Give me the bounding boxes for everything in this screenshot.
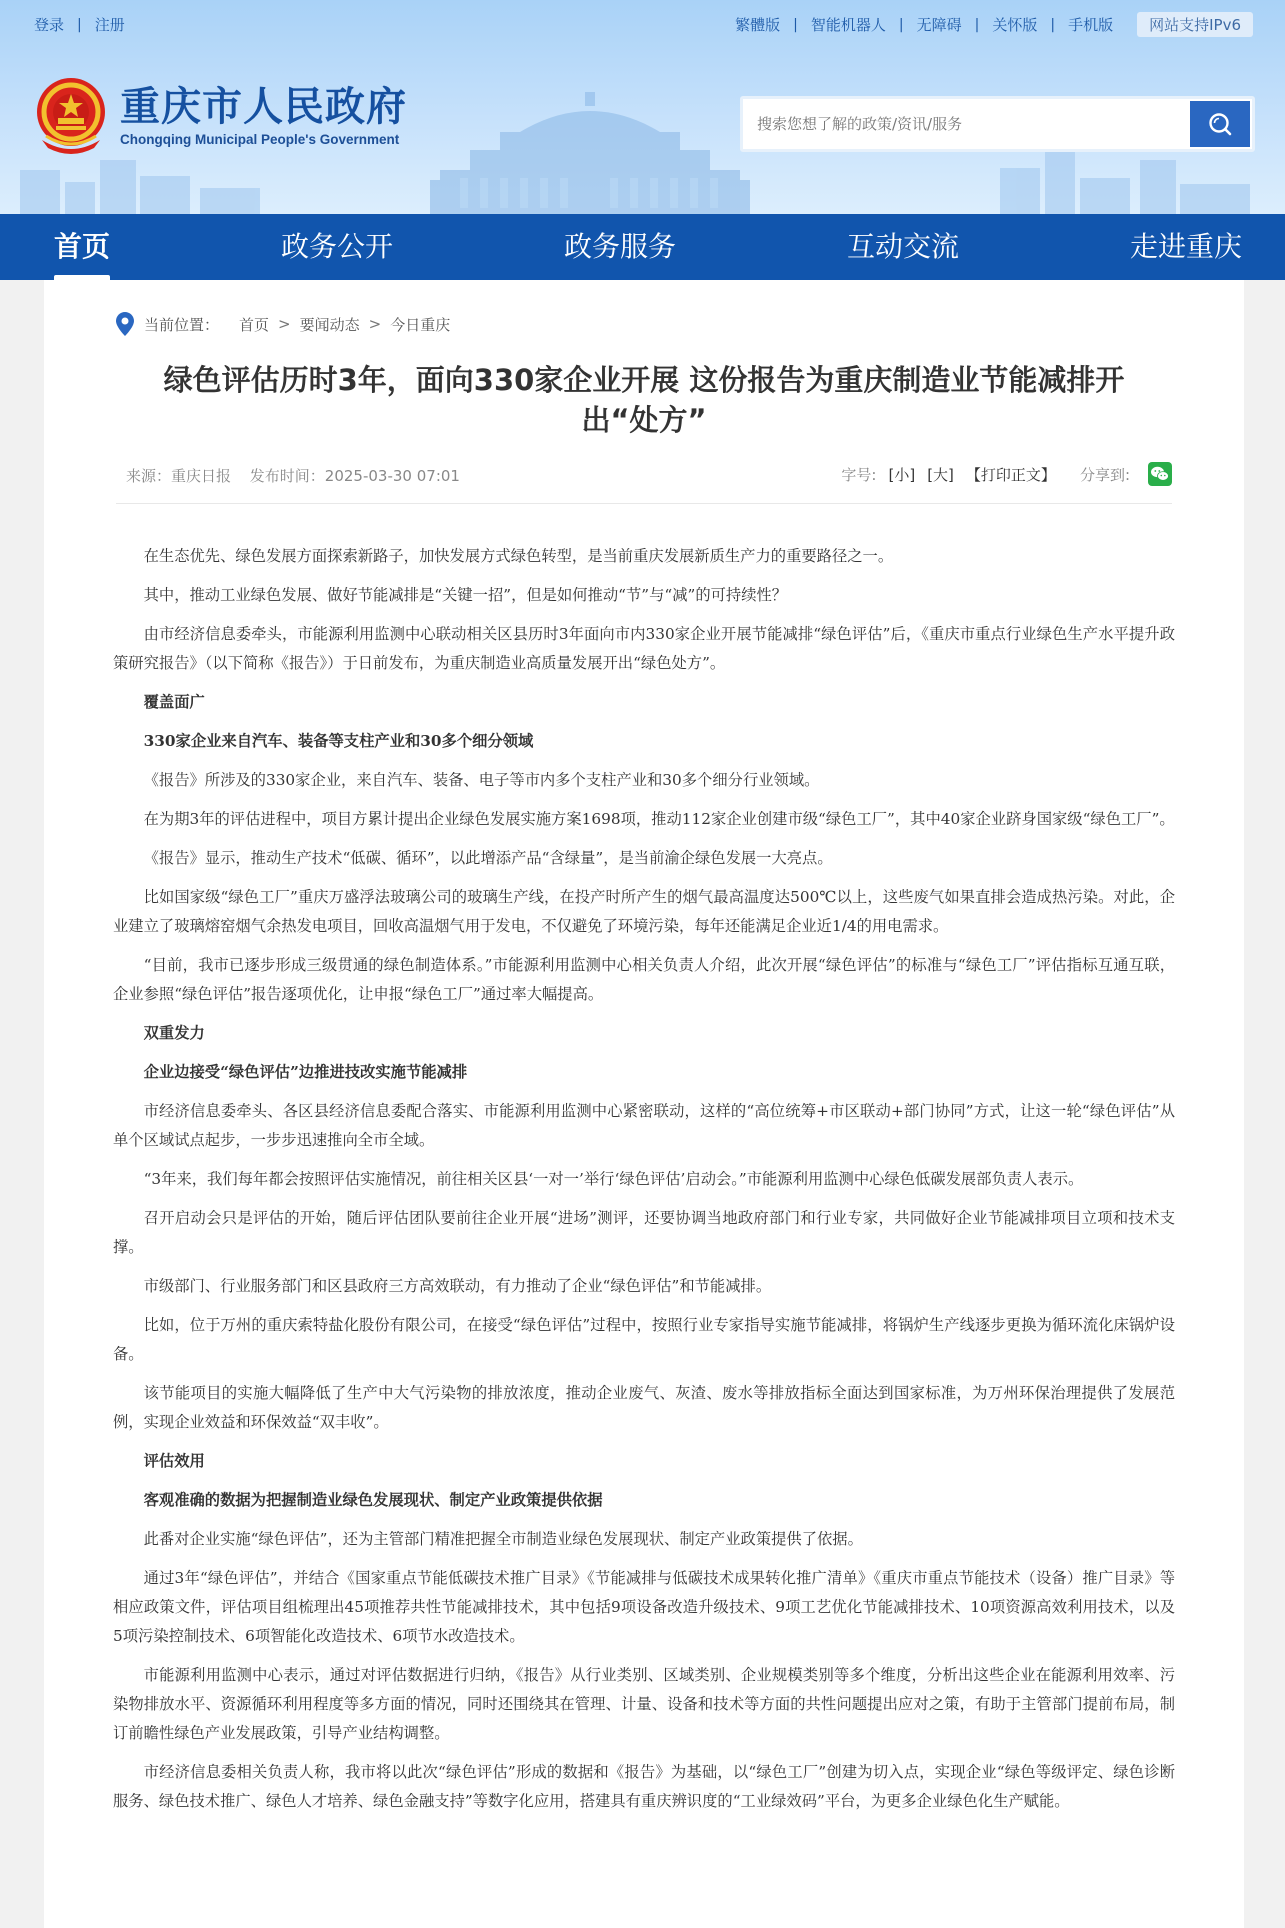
site-name-english: Chongqing Municipal People's Government bbox=[120, 131, 400, 147]
mobile-version-link[interactable]: 手机版 bbox=[1068, 16, 1114, 34]
nav-government-services-label: 政务服务 bbox=[564, 230, 677, 263]
breadcrumb bbox=[116, 312, 450, 336]
article-source: 来源：重庆日报 bbox=[126, 467, 232, 485]
article-paragraph: 《报告》显示，推动生产技术“低碳、循环”，以此增添产品“含绿量”，是当前渝企绿色发展一大亮点。 bbox=[143, 849, 833, 867]
site-version-links bbox=[735, 12, 1253, 37]
article-body bbox=[113, 542, 1175, 1826]
main-navigation bbox=[0, 214, 1285, 280]
font-small-button[interactable]: [小] bbox=[888, 465, 916, 484]
article-publish-time: 发布时间：2025-03-30 07:01 bbox=[249, 467, 460, 485]
breadcrumb-home[interactable]: 首页 bbox=[239, 315, 270, 334]
site-header bbox=[0, 0, 1285, 214]
site-name-chinese: 重庆市人民政府 bbox=[120, 83, 407, 130]
separator: | bbox=[974, 16, 980, 33]
account-links bbox=[34, 14, 125, 35]
smart-robot-link[interactable]: 智能机器人 bbox=[810, 16, 886, 34]
meta-divider bbox=[116, 503, 1172, 504]
article-title: 绿色评估历时3年，面向330家企业开展 这份报告为重庆制造业节能减排开出“处方” bbox=[163, 363, 1125, 437]
nav-about-chongqing[interactable] bbox=[1130, 214, 1242, 280]
breadcrumb-separator: > bbox=[278, 315, 291, 333]
article-subheading: 覆盖面广 bbox=[143, 693, 205, 711]
accessibility-link[interactable]: 无障碍 bbox=[916, 16, 962, 34]
article-meta bbox=[116, 462, 1172, 484]
separator: | bbox=[793, 16, 798, 33]
article-paragraph: 《报告》所涉及的330家企业，来自汽车、装备、电子等市内多个支柱产业和30多个细分行业领域。 bbox=[143, 771, 820, 789]
article-paragraph: 在为期3年的评估进程中，项目方累计提出企业绿色发展实施方案1698项，推动112家企业创建市级“绿色工厂”，其中40家企业跻身国家级“绿色工厂”。 bbox=[143, 810, 1175, 828]
article-paragraph: 通过3年“绿色评估”，并结合《国家重点节能低碳技术推广目录》《节能减排与低碳技术成果转化推广清单》《重庆市重点节能技术（设备）推广目录》等相应政策文件，评估项目组梳理出45项推荐共性节能减排技术，其中包括9项设备改造升级技术、9项工艺优化节能减排技术、10项资源高效利用技术，以及5项污染控制技术、6项智能化改造技术、6项节水改造技术。 bbox=[113, 1569, 1175, 1645]
breadcrumb-label: 当前位置： bbox=[144, 315, 220, 334]
article-paragraph: 市能源利用监测中心表示，通过对评估数据进行归纳，《报告》从行业类别、区域类别、企业规模类别等多个维度，分析出这些企业在能源利用效率、污染物排放水平、资源循环利用程度等多方面的情况，同时还围绕其在管理、计量、设备和技术等方面的共性问题提出应对之策，有助于主管部门提前布局，制订前瞻性绿色产业发展政策，引导产业结构调整。 bbox=[113, 1666, 1175, 1742]
register-link[interactable]: 注册 bbox=[94, 16, 125, 34]
article-subheading: 评估效用 bbox=[143, 1452, 205, 1470]
breadcrumb-separator: > bbox=[368, 315, 382, 333]
traditional-chinese-link[interactable]: 繁體版 bbox=[735, 16, 781, 34]
separator: | bbox=[1050, 16, 1056, 33]
article-subheading: 企业边接受“绿色评估”边推进技改实施节能减排 bbox=[143, 1063, 468, 1081]
wechat-share-icon[interactable] bbox=[1148, 462, 1172, 486]
breadcrumb-news[interactable]: 要闻动态 bbox=[299, 315, 360, 334]
nav-government-services[interactable] bbox=[564, 214, 676, 280]
article-paragraph: “目前，我市已逐步形成三级贯通的绿色制造体系。”市能源利用监测中心相关负责人介绍，此次开展“绿色评估”的标准与“绿色工厂”评估指标互通互联，企业参照“绿色评估”报告逐项优化，让申报“绿色工厂”通过率大幅提高。 bbox=[113, 956, 1175, 1003]
breadcrumb-today-chongqing[interactable]: 今日重庆 bbox=[390, 315, 451, 334]
article-subheading: 客观准确的数据为把握制造业绿色发展现状、制定产业政策提供依据 bbox=[143, 1491, 603, 1509]
article-paragraph: 市经济信息委相关负责人称，我市将以此次“绿色评估”形成的数据和《报告》为基础，以“绿色工厂”创建为切入点，实现企业“绿色等级评定、绿色诊断服务、绿色技术推广、绿色人才培养、绿色金融支持”等数字化应用，搭建具有重庆辨识度的“工业绿效码”平台，为更多企业绿色化生产赋能。 bbox=[113, 1763, 1175, 1810]
article-paragraph: 比如，位于万州的重庆索特盐化股份有限公司，在接受“绿色评估”过程中，按照行业专家指导实施节能减排，将锅炉生产线逐步更换为循环流化床锅炉设备。 bbox=[113, 1316, 1175, 1363]
top-utility-bar bbox=[0, 0, 1285, 48]
search-icon bbox=[1207, 111, 1233, 137]
share-label: 分享到: bbox=[1079, 465, 1130, 484]
article-paragraph: 由市经济信息委牵头，市能源利用监测中心联动相关区县历时3年面向市内330家企业开展节能减排“绿色评估”后，《重庆市重点行业绿色生产水平提升政策研究报告》（以下简称《报告》）于日前发布，为重庆制造业高质量发展开出“绿色处方”。 bbox=[113, 625, 1175, 672]
search-box bbox=[740, 96, 1255, 152]
ipv6-badge: 网站支持IPv6 bbox=[1137, 12, 1253, 37]
nav-interaction-label: 互动交流 bbox=[847, 230, 960, 263]
article-paragraph: 市经济信息委牵头、各区县经济信息委配合落实、市能源利用监测中心紧密联动，这样的“高位统筹+市区联动+部门协同”方式，让这一轮“绿色评估”从单个区域试点起步，一步步迅速推向全市全域。 bbox=[113, 1102, 1175, 1149]
separator: | bbox=[77, 16, 82, 33]
article-container bbox=[44, 280, 1244, 1928]
article-paragraph: 比如国家级“绿色工厂”重庆万盛浮法玻璃公司的玻璃生产线，在投产时所产生的烟气最高温度达500℃以上，这些废气如果直排会造成热污染。对此，企业建立了玻璃熔窑烟气余热发电项目，回收高温烟气用于发电，不仅避免了环境污染，每年还能满足企业近1/4的用电需求。 bbox=[113, 888, 1175, 935]
nav-government-affairs[interactable] bbox=[281, 214, 393, 280]
nav-home-label: 首页 bbox=[54, 230, 111, 263]
article-paragraph: 此番对企业实施“绿色评估”，还为主管部门精准把握全市制造业绿色发展现状、制定产业政策提供了依据。 bbox=[143, 1530, 863, 1548]
nav-home[interactable] bbox=[54, 214, 110, 280]
nav-government-affairs-label: 政务公开 bbox=[281, 230, 394, 263]
login-link[interactable]: 登录 bbox=[34, 16, 65, 34]
search-input[interactable] bbox=[743, 102, 1190, 146]
article-paragraph: 召开启动会只是评估的开始，随后评估团队要前往企业开展“进场”测评，还要协调当地政府部门和行业专家，共同做好企业节能减排项目立项和技术支撑。 bbox=[113, 1209, 1175, 1256]
font-large-button[interactable]: [大] bbox=[927, 465, 954, 484]
location-pin-icon bbox=[116, 312, 134, 336]
national-emblem-icon bbox=[32, 74, 110, 156]
elderly-care-link[interactable]: 关怀版 bbox=[992, 16, 1038, 34]
article-paragraph: 其中，推动工业绿色发展、做好节能减排是“关键一招”，但是如何推动“节”与“减”的可持续性？ bbox=[143, 586, 788, 604]
article-subheading: 双重发力 bbox=[143, 1024, 205, 1042]
font-size-label: 字号: bbox=[841, 465, 877, 484]
article-subheading: 330家企业来自汽车、装备等支柱产业和30多个细分领域 bbox=[143, 732, 534, 750]
print-button[interactable]: 【打印正文】 bbox=[965, 465, 1056, 484]
article-paragraph: 在生态优先、绿色发展方面探索新路子，加快发展方式绿色转型，是当前重庆发展新质生产力的重要路径之一。 bbox=[143, 547, 894, 565]
separator: | bbox=[898, 16, 904, 33]
search-button[interactable] bbox=[1190, 101, 1250, 147]
site-logo[interactable] bbox=[32, 74, 407, 156]
article-paragraph: 该节能项目的实施大幅降低了生产中大气污染物的排放浓度，推动企业废气、灰渣、废水等排放指标全面达到国家标准，为万州环保治理提供了发展范例，实现企业效益和环保效益“双丰收”。 bbox=[113, 1384, 1175, 1431]
article-paragraph: 市级部门、行业服务部门和区县政府三方高效联动，有力推动了企业“绿色评估”和节能减排。 bbox=[143, 1277, 772, 1295]
nav-interaction[interactable] bbox=[847, 214, 959, 280]
article-paragraph: “3年来，我们每年都会按照评估实施情况，前往相关区县‘一对一’举行‘绿色评估’启动会。”市能源利用监测中心绿色低碳发展部负责人表示。 bbox=[143, 1170, 1084, 1188]
nav-about-chongqing-label: 走进重庆 bbox=[1130, 230, 1243, 263]
